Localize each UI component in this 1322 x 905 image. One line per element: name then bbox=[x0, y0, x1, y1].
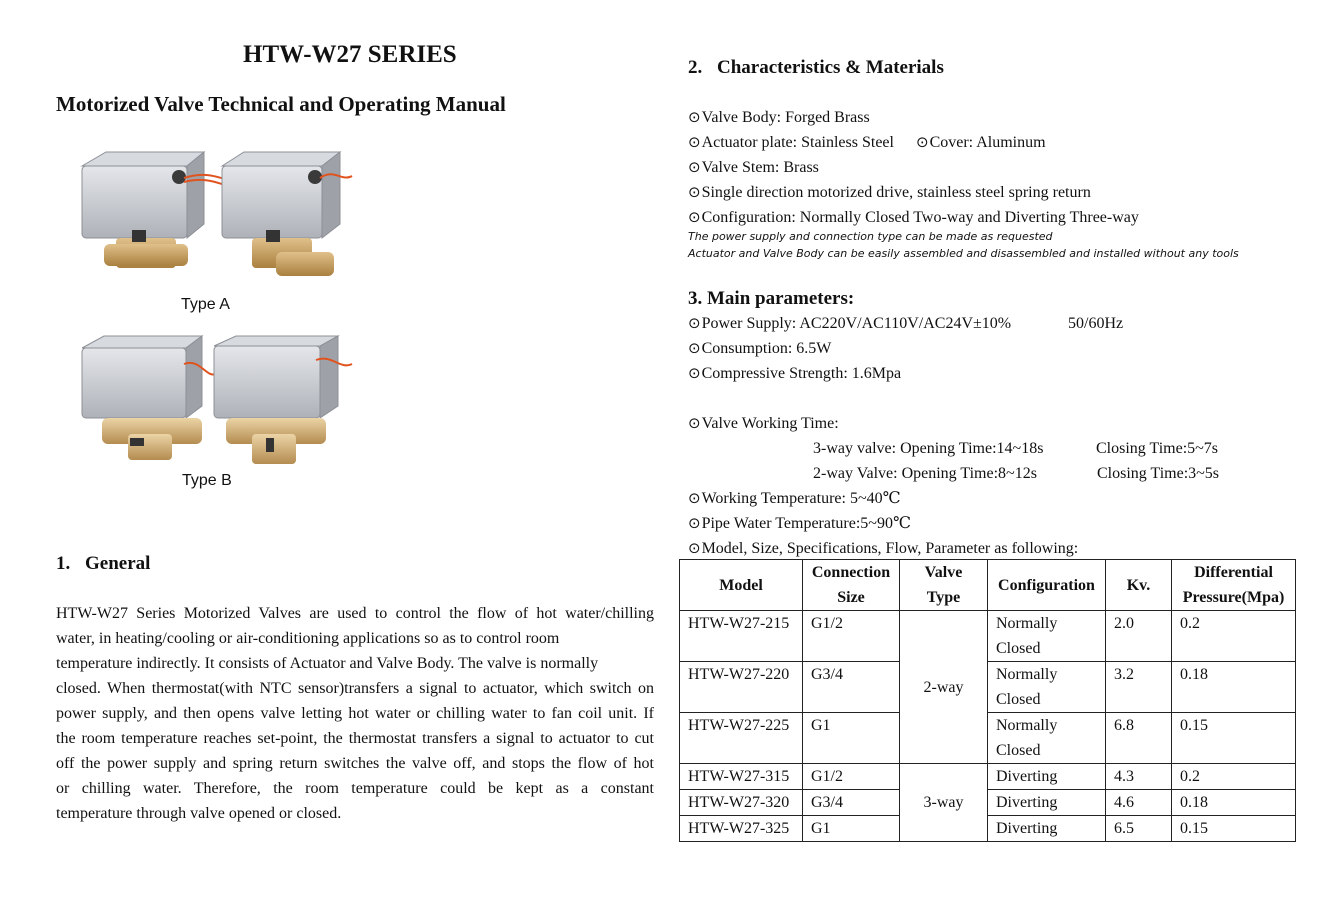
general-line: closed. When thermostat(with NTC sensor)transfers a signal to actuator, which switch on bbox=[56, 680, 654, 697]
cell-model: HTW-W27-220 bbox=[680, 662, 803, 713]
cell-kv: 4.6 bbox=[1106, 790, 1172, 816]
type-b-valve-image bbox=[76, 334, 356, 470]
three-way-closing: Closing Time:5~7s bbox=[1096, 440, 1219, 457]
compressive-strength: ⊙ Compressive Strength: 1.6Mpa bbox=[688, 361, 1308, 386]
table-header-row bbox=[680, 560, 1296, 611]
power-supply-row bbox=[688, 311, 1308, 336]
header-differential-pressure: Differential Pressure(Mpa) bbox=[1172, 560, 1296, 611]
characteristics-item: ⊙ Valve Body: Forged Brass bbox=[688, 105, 1139, 130]
pipe-water-temperature: ⊙ Pipe Water Temperature:5~90℃ bbox=[688, 511, 1308, 536]
cell-kv: 6.8 bbox=[1106, 713, 1172, 764]
cell-model: HTW-W27-225 bbox=[680, 713, 803, 764]
cell-model: HTW-W27-325 bbox=[680, 816, 803, 842]
cell-configuration: Diverting bbox=[988, 790, 1106, 816]
cell-size: G1 bbox=[803, 816, 900, 842]
table-row bbox=[680, 611, 1296, 662]
characteristics-item: ⊙ Actuator plate: Stainless Steel bbox=[688, 134, 894, 151]
characteristics-list bbox=[688, 105, 1139, 230]
cell-valve-type-3way: 3-way bbox=[900, 764, 988, 842]
general-line: power supply, and then opens valve letting hot water or chilling water to fan coil unit. If bbox=[56, 705, 654, 722]
power-supply: ⊙ Power Supply: AC220V/AC110V/AC24V±10% bbox=[688, 315, 1011, 332]
general-heading-number: 1. bbox=[56, 553, 71, 574]
characteristics-cover: ⊙ Cover: Aluminum bbox=[916, 134, 1046, 151]
characteristics-item-row bbox=[688, 130, 1139, 155]
cell-kv: 3.2 bbox=[1106, 662, 1172, 713]
characteristics-item: ⊙ Valve Stem: Brass bbox=[688, 155, 1139, 180]
cell-kv: 2.0 bbox=[1106, 611, 1172, 662]
cell-model: HTW-W27-315 bbox=[680, 764, 803, 790]
general-line: the room temperature reaches set-point, the thermostat transfers a signal to actuator to cut bbox=[56, 730, 654, 747]
cell-model: HTW-W27-215 bbox=[680, 611, 803, 662]
cell-valve-type-2way: 2-way bbox=[900, 611, 988, 764]
header-configuration: Configuration bbox=[988, 560, 1106, 611]
cell-pressure: 0.2 bbox=[1172, 611, 1296, 662]
header-model: Model bbox=[680, 560, 803, 611]
cell-configuration: Diverting bbox=[988, 764, 1106, 790]
cell-size: G1/2 bbox=[803, 611, 900, 662]
three-way-time-row bbox=[688, 436, 1308, 461]
working-temperature: ⊙ Working Temperature: 5~40℃ bbox=[688, 486, 1308, 511]
cell-kv: 4.3 bbox=[1106, 764, 1172, 790]
general-line: water, in heating/cooling or air-conditioning applications so as to control room bbox=[56, 630, 560, 647]
characteristics-heading-text: Characteristics & Materials bbox=[717, 57, 944, 78]
general-line: temperature indirectly. It consists of Actuator and Valve Body. The valve is normally bbox=[56, 655, 599, 672]
cell-configuration: Normally Closed bbox=[988, 662, 1106, 713]
two-way-opening: 2-way Valve: Opening Time:8~12s bbox=[813, 465, 1037, 482]
working-time-label: ⊙ Valve Working Time: bbox=[688, 411, 1308, 436]
cell-pressure: 0.18 bbox=[1172, 790, 1296, 816]
table-row bbox=[680, 662, 1296, 713]
cell-size: G3/4 bbox=[803, 662, 900, 713]
table-row bbox=[680, 713, 1296, 764]
header-connection-size: Connection Size bbox=[803, 560, 900, 611]
table-row bbox=[680, 790, 1296, 816]
type-a-label: Type A bbox=[181, 296, 230, 313]
table-row bbox=[680, 816, 1296, 842]
general-heading bbox=[56, 553, 150, 575]
cell-kv: 6.5 bbox=[1106, 816, 1172, 842]
header-valve-type: Valve Type bbox=[900, 560, 988, 611]
cell-pressure: 0.15 bbox=[1172, 816, 1296, 842]
general-line: or chilling water. Therefore, the room temperature could be kept as a constant bbox=[56, 780, 654, 797]
header-kv: Kv. bbox=[1106, 560, 1172, 611]
three-way-opening: 3-way valve: Opening Time:14~18s bbox=[813, 440, 1044, 457]
general-heading-text: General bbox=[85, 553, 151, 574]
characteristics-note: The power supply and connection type can be made as requested bbox=[688, 230, 1053, 243]
type-a-valve-image bbox=[76, 148, 356, 288]
cell-pressure: 0.18 bbox=[1172, 662, 1296, 713]
document-subtitle: Motorized Valve Technical and Operating Manual bbox=[56, 92, 506, 116]
cell-configuration: Diverting bbox=[988, 816, 1106, 842]
characteristics-heading-number: 2. bbox=[688, 57, 703, 78]
parameters-heading: 3. Main parameters: bbox=[688, 288, 855, 309]
characteristics-note: Actuator and Valve Body can be easily assembled and disassembled and installed without any tools bbox=[688, 247, 1239, 260]
parameters-table bbox=[679, 559, 1296, 842]
table-intro: ⊙ Model, Size, Specifications, Flow, Parameter as following: bbox=[688, 536, 1308, 561]
characteristics-notes bbox=[688, 228, 1239, 262]
cell-configuration: Normally Closed bbox=[988, 611, 1106, 662]
consumption: ⊙ Consumption: 6.5W bbox=[688, 336, 1308, 361]
two-way-time-row bbox=[688, 461, 1308, 486]
general-paragraph bbox=[56, 601, 654, 826]
characteristics-item: ⊙ Single direction motorized drive, stainless steel spring return bbox=[688, 180, 1139, 205]
characteristics-heading bbox=[688, 57, 944, 79]
cell-size: G1 bbox=[803, 713, 900, 764]
cell-pressure: 0.2 bbox=[1172, 764, 1296, 790]
cell-pressure: 0.15 bbox=[1172, 713, 1296, 764]
cell-model: HTW-W27-320 bbox=[680, 790, 803, 816]
table-row bbox=[680, 764, 1296, 790]
general-line: temperature through valve opened or closed. bbox=[56, 805, 342, 822]
document-title: HTW-W27 SERIES bbox=[243, 41, 457, 68]
cell-configuration: Normally Closed bbox=[988, 713, 1106, 764]
general-line: HTW-W27 Series Motorized Valves are used to control the flow of hot water/chilling bbox=[56, 605, 654, 622]
characteristics-item: ⊙ Configuration: Normally Closed Two-way and Diverting Three-way bbox=[688, 205, 1139, 230]
type-b-label: Type B bbox=[182, 472, 232, 489]
frequency: 50/60Hz bbox=[1068, 315, 1124, 332]
cell-size: G1/2 bbox=[803, 764, 900, 790]
parameters-list bbox=[688, 311, 1308, 561]
cell-size: G3/4 bbox=[803, 790, 900, 816]
two-way-closing: Closing Time:3~5s bbox=[1097, 465, 1220, 482]
general-line: off the power supply and spring return switches the valve off, and stops the flow of hot bbox=[56, 755, 654, 772]
